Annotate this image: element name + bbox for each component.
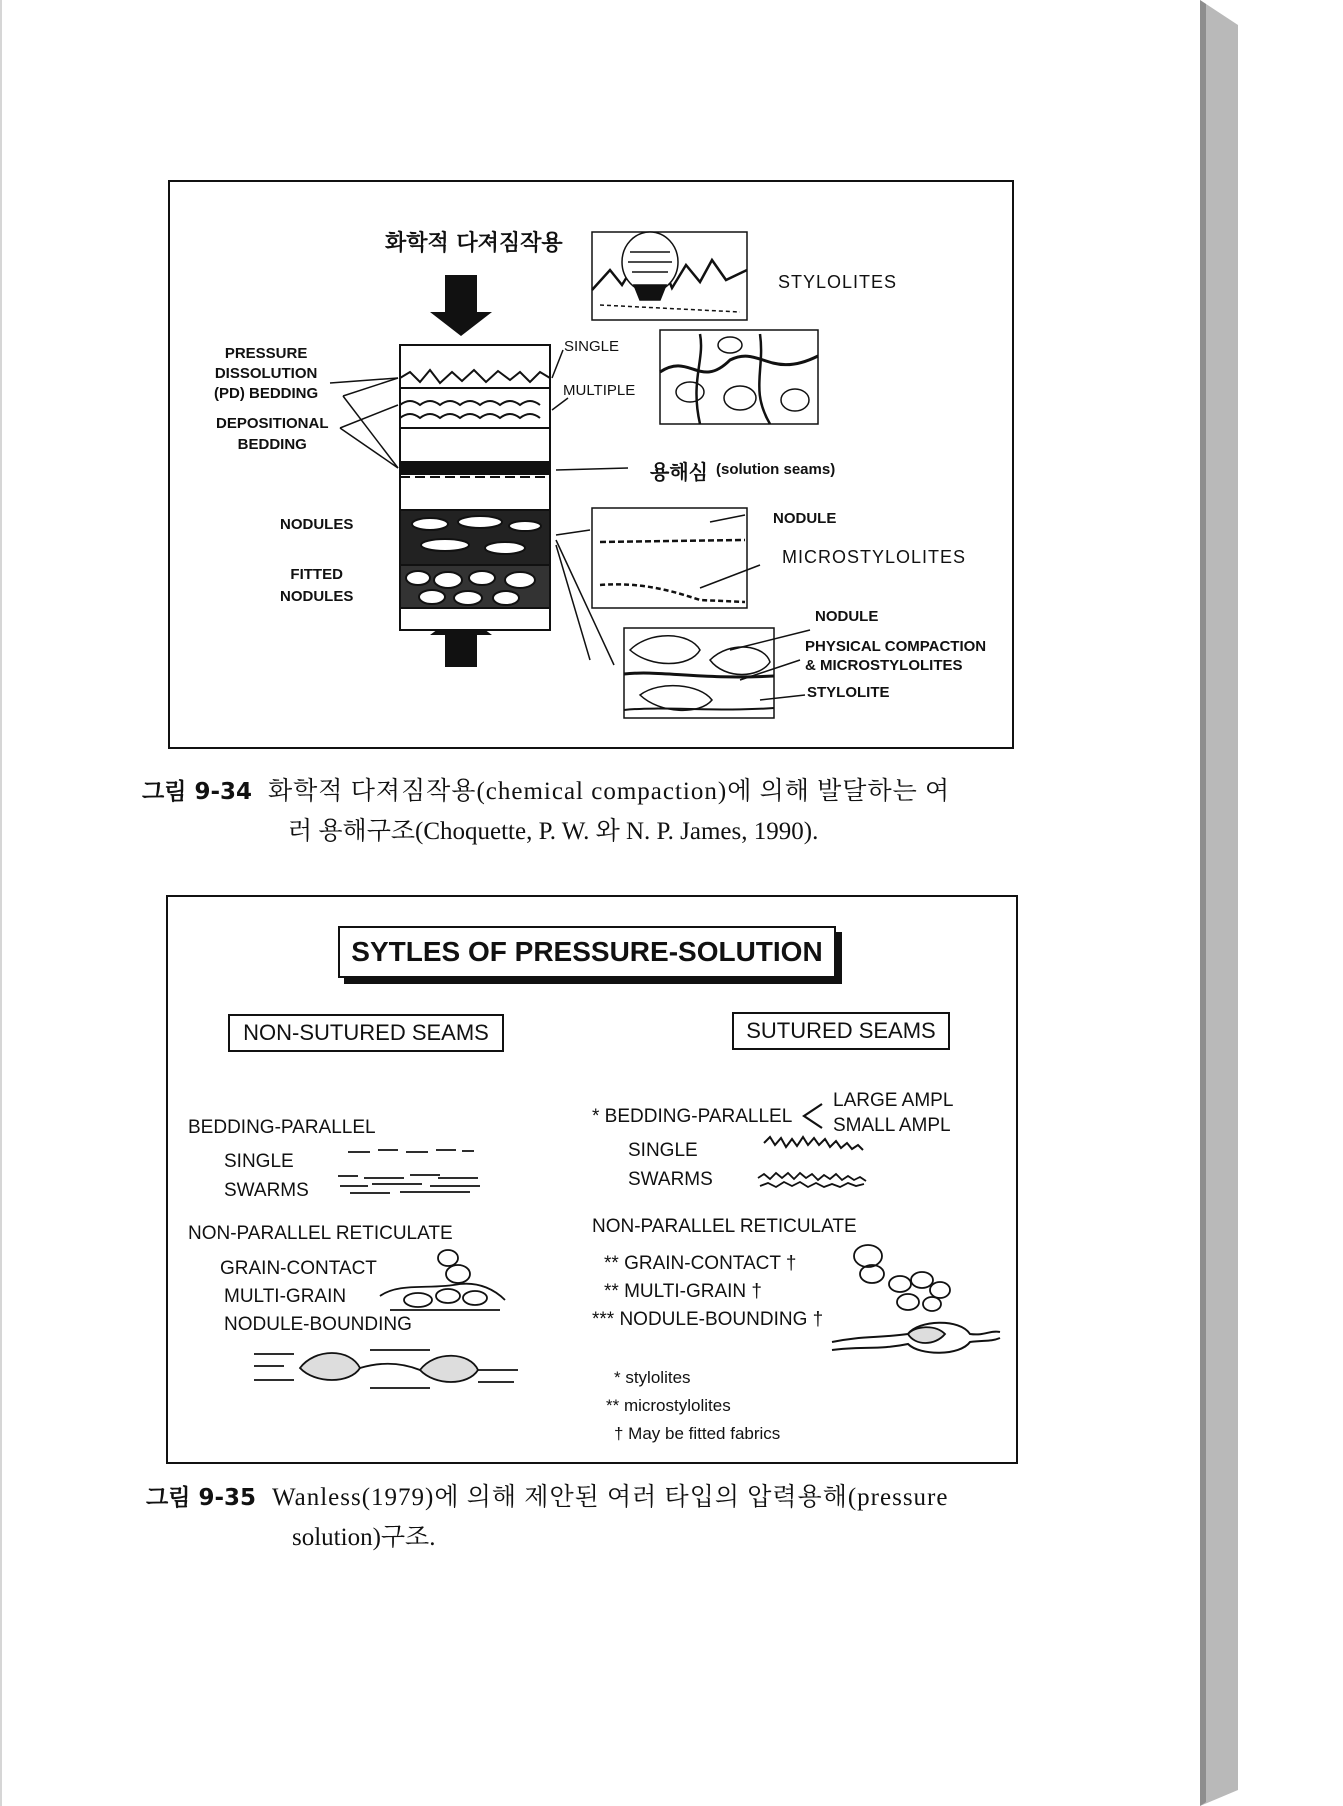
label-solution-seams-ko: 용해심 — [650, 460, 708, 484]
caption-9-35-line1: Wanless(1979)에 의해 제안된 여러 타입의 압력용해(pressure — [272, 1484, 949, 1511]
left-multi-grain: MULTI-GRAIN — [224, 1286, 347, 1307]
right-nodule-bounding: *** NODULE-BOUNDING † — [592, 1309, 824, 1330]
label-nodules: NODULES — [280, 516, 354, 533]
caption-9-35 — [146, 1478, 1066, 1558]
left-bedding-parallel: BEDDING-PARALLEL — [188, 1117, 376, 1138]
right-single: SINGLE — [628, 1140, 698, 1161]
left-swarm-seams — [338, 1175, 480, 1193]
figure-9-35-title: SYTLES OF PRESSURE-SOLUTION — [351, 936, 823, 967]
label-solution-seams-en: (solution seams) — [716, 461, 836, 478]
right-multi-grain: ** MULTI-GRAIN † — [604, 1281, 763, 1302]
note-fitted-fabrics: † May be fitted fabrics — [614, 1424, 781, 1443]
left-non-parallel-reticulate: NON-PARALLEL RETICULATE — [188, 1223, 453, 1244]
label-stylolite: STYLOLITE — [807, 684, 890, 701]
label-microstylolites: MICROSTYLOLITES — [782, 547, 967, 567]
label-physical-compaction: PHYSICAL COMPACTION & MICROSTYLOLITES — [805, 638, 987, 674]
note-stylolites: * stylolites — [614, 1368, 691, 1387]
right-single-sutured — [764, 1137, 863, 1150]
non-sutured-heading: NON-SUTURED SEAMS — [243, 1020, 489, 1045]
left-single: SINGLE — [224, 1151, 294, 1172]
right-swarm-sutured — [758, 1173, 866, 1187]
caption-9-34-line2: 러 용해구조(Choquette, P. W. 와 N. P. James, 1990). — [288, 818, 819, 845]
label-nodule-1: NODULE — [773, 510, 837, 527]
right-bedding-parallel: * BEDDING-PARALLEL — [592, 1106, 793, 1127]
label-depositional-bedding: DEPOSITIONAL BEDDING — [216, 415, 329, 453]
note-microstylolites: ** microstylolites — [606, 1396, 731, 1415]
sutured-heading: SUTURED SEAMS — [746, 1018, 936, 1043]
right-non-parallel-reticulate: NON-PARALLEL RETICULATE — [592, 1216, 857, 1237]
label-stylolites: STYLOLITES — [778, 272, 898, 292]
caption-9-34-line1: 화학적 다져짐작용(chemical compaction)에 의해 발달하는 여 — [268, 778, 951, 805]
caption-9-35-line2: solution)구조. — [292, 1524, 436, 1551]
right-grain-contact: ** GRAIN-CONTACT † — [604, 1253, 797, 1274]
left-single-seam — [348, 1150, 474, 1152]
caption-9-34-number: 그림 9-34 — [142, 779, 252, 805]
figure-9-34-title: 화학적 다져짐작용 — [385, 231, 563, 256]
label-fitted-nodules: FITTED NODULES — [280, 566, 354, 605]
left-grain-contact: GRAIN-CONTACT — [220, 1258, 377, 1279]
left-nodule-bounding: NODULE-BOUNDING — [224, 1314, 412, 1335]
caption-9-35-number: 그림 9-35 — [146, 1485, 256, 1511]
label-multiple: MULTIPLE — [563, 382, 636, 399]
right-swarms: SWARMS — [628, 1169, 713, 1190]
right-large-ampl: LARGE AMPL — [833, 1090, 954, 1111]
left-swarms: SWARMS — [224, 1180, 309, 1201]
right-bracket — [804, 1104, 822, 1128]
label-nodule-2: NODULE — [815, 608, 879, 625]
label-single: SINGLE — [564, 338, 620, 355]
right-small-ampl: SMALL AMPL — [833, 1115, 951, 1136]
label-pd-bedding: PRESSURE DISSOLUTION (PD) BEDDING — [214, 345, 319, 402]
